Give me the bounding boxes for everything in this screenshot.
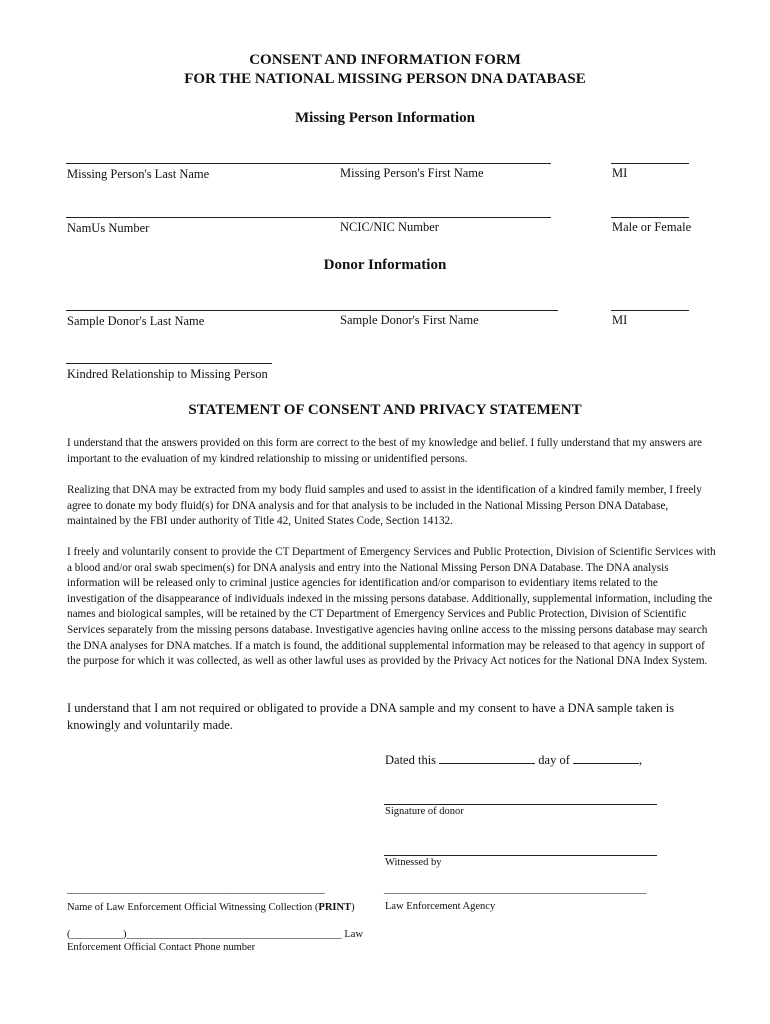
phone-number-label: Enforcement Official Contact Phone number [67,942,256,953]
missing-mi-field[interactable] [611,163,689,164]
missing-mi-label: MI [612,166,628,180]
statement-paragraph-1: I understand that the answers provided on this form are correct to the best of my knowledge and belief. I fully understand that my answers are important to the evaluation of my kindred relationship to missing or unidentified persons. [67,437,703,465]
donor-first-name-label: Sample Donor's First Name [340,313,479,327]
witness-signature-field[interactable] [384,855,657,856]
missing-person-heading: Missing Person Information [295,110,475,126]
form-title-line2: FOR THE NATIONAL MISSING PERSON DNA DATABASE [184,71,586,87]
official-name-label: Name of Law Enforcement Official Witnessing Collection (PRINT) [67,902,355,913]
statement-paragraph-3: I freely and voluntarily consent to provide the CT Department of Emergency Services and Public Protection, Division of Scientific Services with a blood and/or oral swab specimen(s) for DNA analysis and entry into the National Missing Person DNA Database. The DNA analysis information will be released only to criminal justice agencies for identification and/or comparison to evidentiary items related to the investigation of the disappearance of individuals indexed in the missing persons database. Additionally, supplemental information, including the names and biological samples, will be retained by the CT Department of Emergency Services and Public Protection, Division of Scientific Services separately from the missing persons database. Investigative agencies having online access to the missing persons database may search the DNA analyses for DNA matches. If a match is found, the additional supplemental information may be released to that agency in support of the purpose for which it was collected, as well as other lawful uses as provided by the Privacy Act notices for the National DNA Index System. [67,546,716,668]
donor-signature-label: Signature of donor [385,806,464,817]
phone-number-field[interactable]: (__________)_________________________________________ Law [67,929,364,940]
donor-mi-label: MI [612,313,628,327]
sex-label: Male or Female [612,220,692,234]
ncic-number-label: NCIC/NIC Number [340,220,439,234]
dated-line [385,752,642,768]
form-title-line1: CONSENT AND INFORMATION FORM [249,52,521,68]
dated-this-label: Dated this [385,753,437,767]
statement-paragraph-4: I understand that I am not required or obligated to provide a DNA sample and my consent to have a DNA sample taken is knowingly and voluntarily made. [67,701,675,732]
kindred-relationship-label: Kindred Relationship to Missing Person [67,367,268,381]
kindred-relationship-field[interactable] [66,363,272,364]
witnessed-by-label: Witnessed by [385,857,442,868]
sex-field[interactable] [611,217,689,218]
donor-last-name-label: Sample Donor's Last Name [67,314,205,328]
agency-field[interactable]: _____________________________________________________ [384,884,647,895]
dated-comma: , [639,753,643,767]
statement-heading: STATEMENT OF CONSENT AND PRIVACY STATEMENT [188,402,582,418]
namus-number-field[interactable] [66,217,551,218]
agency-label: Law Enforcement Agency [385,901,496,912]
dated-month-field[interactable] [573,752,639,764]
donor-signature-field[interactable] [384,804,657,805]
namus-number-label: NamUs Number [67,221,150,235]
missing-first-name-label: Missing Person's First Name [340,166,484,180]
donor-last-name-field[interactable] [66,310,558,311]
donor-heading: Donor Information [323,257,447,273]
statement-paragraph-2: Realizing that DNA may be extracted from my body fluid samples and used to assist in the identification of a kindred family member, I freely agree to donate my body fluid(s) for DNA analysis and for that analysis to be included in the National Missing Person DNA Database, maintained by the FBI under authority of Title 42, United States Code, Section 14132. [67,484,702,528]
dated-day-field[interactable] [439,752,535,764]
missing-last-name-field[interactable] [66,163,551,164]
donor-mi-field[interactable] [611,310,689,311]
official-name-field[interactable]: ____________________________________________________ [67,884,325,895]
print-emphasis: PRINT [318,902,352,913]
day-of-label: day of [538,753,570,767]
missing-last-name-label: Missing Person's Last Name [67,167,210,181]
